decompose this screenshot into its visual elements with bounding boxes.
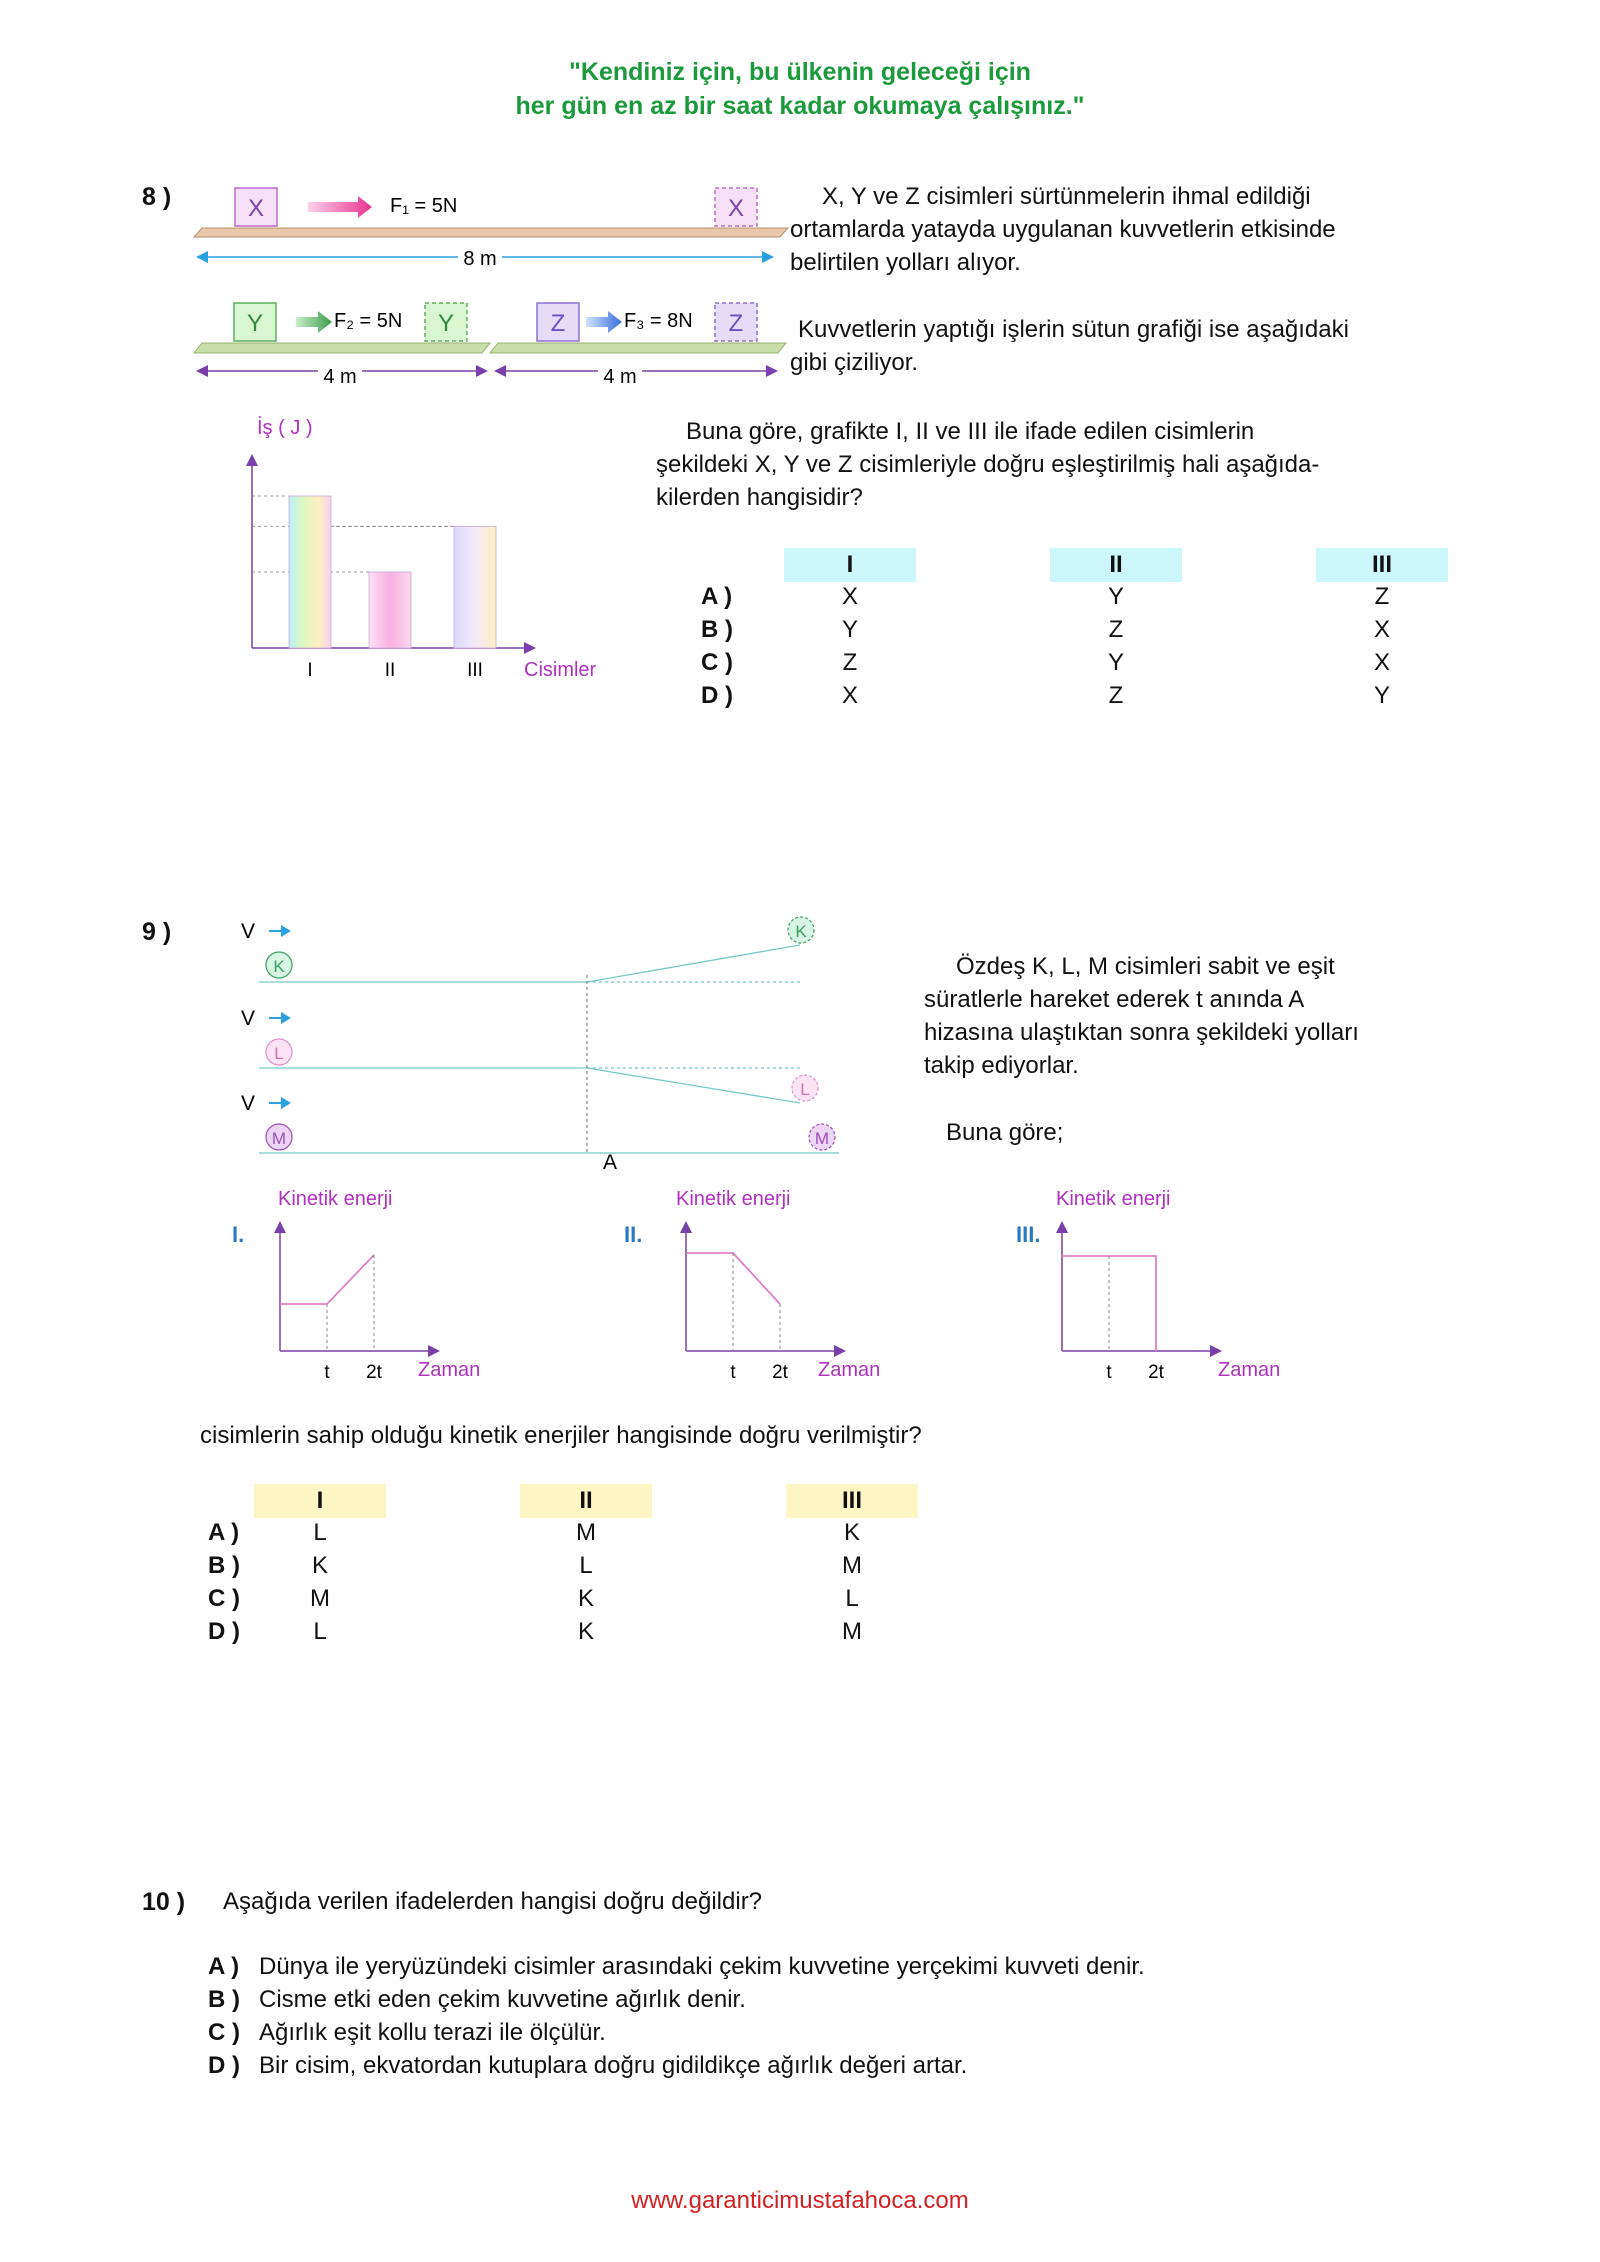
header-line-2: her gün en az bir saat kadar okumaya çalışınız."	[515, 92, 1085, 120]
q8-text1-line-3: belirtilen yolları alıyor.	[790, 249, 1021, 276]
q9-motion-figure	[235, 905, 855, 1185]
q8-question-line-2: şekildeki X, Y ve Z cisimleriyle doğru eşleştirilmiş hali aşağıda-	[656, 451, 1320, 478]
graph3-t-label: t	[1106, 1362, 1112, 1383]
q8-option-a-cell-2: Y	[1107, 583, 1124, 610]
graph2-y-axis-arrow	[680, 1221, 692, 1233]
v-arrow-head-k	[281, 925, 291, 937]
q8-text1-line-2: ortamlarda yatayda uygulanan kuvvetlerin etkisinde	[790, 216, 1336, 243]
q8-question-line-1: Buna göre, grafikte I, II ve III ile ifade edilen cisimlerin	[686, 418, 1255, 445]
graph2-ylabel: Kinetik enerji	[676, 1188, 791, 1210]
q9-table-head-1: I	[254, 1484, 386, 1518]
box-y-start-label: Y	[246, 310, 264, 337]
q8-option-c-cell-2: Y	[1107, 649, 1124, 676]
ball-k-end-label: K	[795, 922, 807, 941]
graph3-2t-label: 2t	[1148, 1362, 1164, 1383]
distance-8m-arrow-right	[762, 251, 774, 263]
q9-option-a[interactable]: A )	[208, 1519, 240, 1546]
box-z-start-label: Z	[550, 310, 566, 337]
q9-text-line-2: süratlerle hareket ederek t anında A	[924, 986, 1305, 1013]
chart8-bar-1	[289, 496, 331, 648]
q9-option-c-cell-2: K	[577, 1585, 594, 1612]
question-8-number: 8 )	[142, 183, 172, 211]
q9-option-b-cell-1: K	[311, 1552, 328, 1579]
box-x-start-label: X	[247, 195, 265, 222]
q10-option-c-text: Ağırlık eşit kollu terazi ile ölçülür.	[259, 2019, 606, 2046]
q9-graph-3	[1010, 1183, 1310, 1383]
graph1-2t-label: 2t	[366, 1362, 382, 1383]
q9-option-c[interactable]: C )	[208, 1585, 240, 1612]
q8-text2-line-1: Kuvvetlerin yaptığı işlerin sütun grafiği ise aşağıdaki	[798, 316, 1349, 343]
graph1-x-axis-arrow	[428, 1345, 440, 1357]
v-label-l: V	[241, 1007, 256, 1030]
q9-option-a-cell-3: K	[843, 1519, 860, 1546]
graph3-x-axis-arrow	[1210, 1345, 1222, 1357]
q9-option-a-cell-1: L	[313, 1519, 327, 1546]
q8-option-d-cell-1: X	[841, 682, 858, 709]
q8-option-b-cell-3: X	[1373, 616, 1390, 643]
distance-4m-2-label: 4 m	[603, 366, 637, 388]
graph3-ylabel: Kinetik enerji	[1056, 1188, 1171, 1210]
graph3-roman: III.	[1016, 1222, 1041, 1247]
q8-option-d-cell-3: Y	[1373, 682, 1390, 709]
f3-label: F₃ = 8N	[624, 310, 693, 332]
q8-option-c[interactable]: C )	[701, 649, 733, 676]
q9-table-head-2: II	[520, 1484, 652, 1518]
q8-option-d[interactable]: D )	[701, 682, 733, 709]
graph2-roman: II.	[624, 1222, 643, 1247]
q8-option-c-cell-1: Z	[842, 649, 858, 676]
q8-option-b[interactable]: B )	[701, 616, 733, 643]
q8-option-d-cell-2: Z	[1108, 682, 1124, 709]
graph2-xlabel: Zaman	[818, 1359, 881, 1381]
distance-4m-1-arrow-left	[196, 365, 208, 377]
q9-option-c-cell-1: M	[310, 1585, 330, 1612]
q8-option-a-cell-3: Z	[1374, 583, 1390, 610]
v-arrow-head-m	[281, 1097, 291, 1109]
v-label-k: V	[241, 920, 256, 943]
distance-4m-1-label: 4 m	[323, 366, 357, 388]
footer-link[interactable]: www.garanticimustafahoca.com	[631, 2187, 969, 2214]
q8-text2-line-2: gibi çiziliyor.	[790, 349, 919, 376]
graph2-x-axis-arrow	[834, 1345, 846, 1357]
q9-table-head-3: III	[786, 1484, 918, 1518]
q9-text-line-1: Özdeş K, L, M cisimleri sabit ve eşit	[956, 953, 1335, 980]
f1-label: F₁ = 5N	[390, 195, 458, 217]
q8-table-head-3: III	[1316, 548, 1448, 582]
q9-graph-1	[228, 1183, 528, 1383]
path-l-ramp	[587, 1068, 800, 1103]
line-a-label: A	[603, 1151, 618, 1174]
plank-top	[194, 228, 788, 237]
graph1-t-label: t	[324, 1362, 330, 1383]
q9-option-b-cell-3: M	[842, 1552, 862, 1579]
distance-4m-1-arrow-right	[476, 365, 488, 377]
q10-option-b-text: Cisme etki eden çekim kuvvetine ağırlık denir.	[259, 1986, 746, 2013]
graph1-y-axis-arrow	[274, 1221, 286, 1233]
ball-l-end-label: L	[800, 1080, 810, 1099]
box-y-end-label: Y	[437, 310, 455, 337]
f2-label: F₂ = 5N	[334, 310, 403, 332]
q9-option-d-cell-1: L	[313, 1618, 327, 1645]
q10-option-d[interactable]: D )	[208, 2052, 240, 2079]
q9-question: cisimlerin sahip olduğu kinetik enerjiler hangisinde doğru verilmiştir?	[200, 1422, 922, 1449]
q10-option-a[interactable]: A )	[208, 1953, 240, 1980]
v-arrow-head-l	[281, 1012, 291, 1024]
q8-text1-line-1: X, Y ve Z cisimleri sürtünmelerin ihmal edildiği	[822, 183, 1311, 210]
chart8-tick-3: III	[467, 660, 483, 681]
box-x-end-label: X	[727, 195, 745, 222]
distance-4m-2-arrow-right	[766, 365, 778, 377]
graph1-xlabel: Zaman	[418, 1359, 481, 1381]
plank-y	[194, 343, 490, 353]
q8-option-a[interactable]: A )	[701, 583, 733, 610]
q8-option-c-cell-3: X	[1373, 649, 1390, 676]
question-10-number: 10 )	[142, 1888, 186, 1916]
force-arrow-f3	[586, 311, 622, 333]
graph2-t-label: t	[730, 1362, 736, 1383]
graph3-xlabel: Zaman	[1218, 1359, 1281, 1381]
graph1-curve	[280, 1255, 374, 1304]
graph3-y-axis-arrow	[1056, 1221, 1068, 1233]
q8-table-head-2: II	[1050, 548, 1182, 582]
graph1-ylabel: Kinetik enerji	[278, 1188, 393, 1210]
chart8-bar-3	[454, 526, 496, 648]
v-label-m: V	[241, 1092, 256, 1115]
q9-option-b[interactable]: B )	[208, 1552, 240, 1579]
q10-option-a-text: Dünya ile yeryüzündeki cisimler arasındaki çekim kuvvetine yerçekimi kuvveti denir.	[259, 1953, 1145, 1980]
q9-option-d-cell-2: K	[577, 1618, 594, 1645]
chart8-xlabel: Cisimler	[524, 659, 597, 681]
header-line-1: "Kendiniz için, bu ülkenin geleceği için	[569, 58, 1031, 86]
q9-text-line-4: takip ediyorlar.	[924, 1052, 1079, 1079]
graph1-roman: I.	[232, 1222, 245, 1247]
distance-8m-label: 8 m	[463, 248, 497, 270]
q8-question-line-3: kilerden hangisidir?	[656, 484, 863, 511]
ball-k-start-label: K	[273, 957, 285, 976]
ball-l-start-label: L	[274, 1044, 284, 1063]
q9-option-d[interactable]: D )	[208, 1618, 240, 1645]
box-z-end-label: Z	[728, 310, 744, 337]
question-9-number: 9 )	[142, 918, 172, 946]
force-arrow-f2	[296, 311, 332, 333]
q9-option-a-cell-2: M	[576, 1519, 596, 1546]
q9-graph-2	[620, 1183, 920, 1383]
q8-option-b-cell-1: Y	[841, 616, 858, 643]
q10-option-c[interactable]: C )	[208, 2019, 240, 2046]
q10-question: Aşağıda verilen ifadelerden hangisi doğru değildir?	[223, 1888, 763, 1915]
chart8-y-axis-arrow	[246, 454, 258, 466]
distance-8m-arrow-left	[196, 251, 208, 263]
q9-option-c-cell-3: L	[845, 1585, 859, 1612]
q8-table-head-1: I	[784, 548, 916, 582]
chart8-ylabel: İş ( J )	[257, 417, 313, 439]
distance-4m-2-arrow-left	[494, 365, 506, 377]
q9-text-line-3: hizasına ulaştıktan sonra şekildeki yolları	[924, 1019, 1359, 1046]
q9-buna-gore: Buna göre;	[946, 1119, 1064, 1146]
plank-z	[490, 343, 786, 353]
q10-option-d-text: Bir cisim, ekvatordan kutuplara doğru gidildikçe ağırlık değeri artar.	[259, 2052, 968, 2079]
q8-option-b-cell-2: Z	[1108, 616, 1124, 643]
q10-option-b[interactable]: B )	[208, 1986, 240, 2013]
ball-m-start-label: M	[271, 1129, 287, 1148]
chart8-x-axis-arrow	[524, 642, 536, 654]
chart8-bar-2	[369, 572, 411, 648]
path-k-ramp	[587, 945, 800, 982]
q8-work-bar-chart	[230, 410, 630, 690]
q9-option-b-cell-2: L	[579, 1552, 593, 1579]
chart8-tick-1: I	[307, 660, 313, 681]
q8-motion-figure	[190, 175, 800, 400]
q9-option-d-cell-3: M	[842, 1618, 862, 1645]
force-arrow-f1	[308, 196, 372, 218]
ball-m-end-label: M	[814, 1129, 830, 1148]
chart8-tick-2: II	[384, 660, 396, 681]
graph2-2t-label: 2t	[772, 1362, 788, 1383]
q8-option-a-cell-1: X	[841, 583, 858, 610]
